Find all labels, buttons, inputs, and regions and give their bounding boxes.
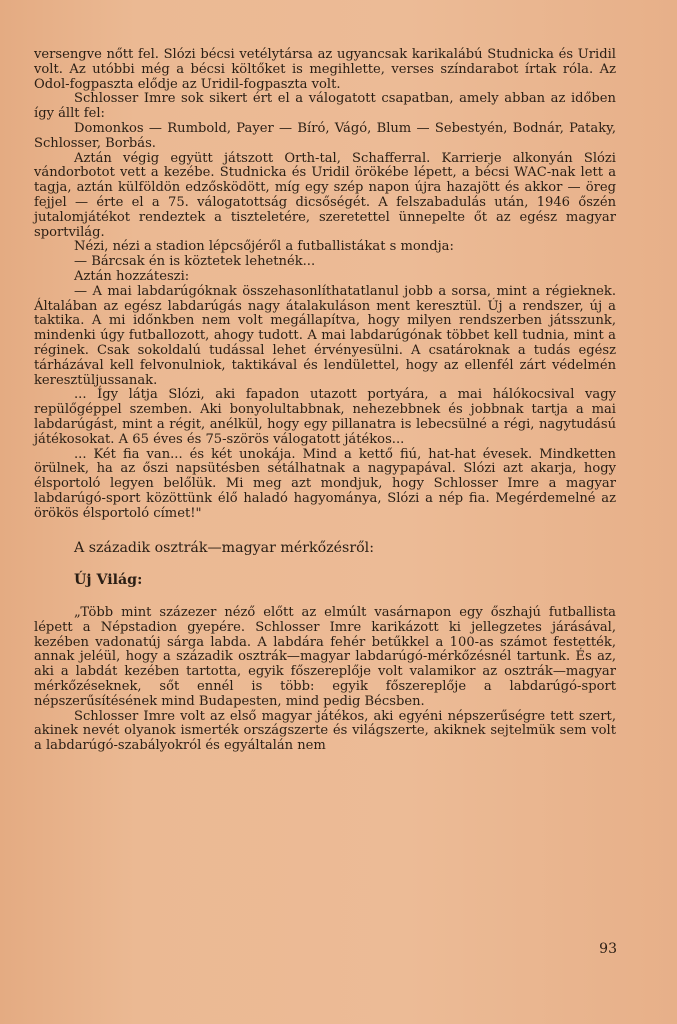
- paragraph-modern-players: — A mai labdarúgóknak összehasonlíthatatlanul jobb a sorsa, mint a régieknek. Általában az egész labdarúgás nagy átalakuláson ment keresztül. Új a rendszer, új a taktika. A mi időnkben nem volt megállapítva, hogy milyen rendszerben játsszunk, mindenki úgy futballozott, ahogy tudott. A mai labdarúgónak többet kell tudnia, mint a réginek. Csak sokoldalú tudással lehet érvényesülni. A csatároknak a tudás egész tárházával kell felvonulniok, taktikával és lendülettel, hogy az ellenfél zárt védelmén keresztüljussanak.: [34, 283, 616, 388]
- paragraph-adds: Aztán hozzáteszi:: [74, 268, 190, 284]
- paragraph-lineup-intro: Schlosser Imre sok sikert ért el a válogatott csapatban, amely abban az időben így állt fel:: [34, 91, 616, 122]
- page-number: 93: [599, 941, 617, 957]
- paragraph-first-player: Schlosser Imre volt az első magyar játékos, aki egyéni népszerűségre tett szert, akinek nevét olyanok ismerték országszerte és világszerte, akiknek sejtelmük sem volt a labdarúgó-szabályokról és egyáltalán nem: [34, 708, 616, 754]
- paragraph-family: ... Két fia van... és két unokája. Mind a kettő fiú, hat-hat évesek. Mindketten örülnek, ha az őszi napsütésben sétálhatnak a nagypapával. Slózi azt akarja, hogy élsportoló legyen belőlük. Mi meg azt mondjuk, hogy Schlosser Imre a magyar labdarúgó-sport közöttünk élő haladó hagyománya, Slózi a nép fia. Megérdemelné az örökös élsportoló címet!": [34, 446, 616, 521]
- paragraph-career: Aztán végig együtt játszott Orth-tal, Schafferral. Karrierje alkonyán Slózi vándorbotot vett a kezébe. Studnicka és Uridil örökébe lépett, a bécsi WAC-nak lett a tagja, aztán külföldön edzősködött, míg egy szép napon újra hazajött és akkor — öreg fejjel — érte el a 75. válogatottság dicsőségét. A felszabadulás után, 1946 őszén jutalomjátékot rendeztek a tiszteletére, szeretettel ünnepelte őt az egész magyar sportvilág.: [34, 150, 616, 240]
- source-heading: Új Világ:: [74, 572, 143, 589]
- paragraph-continuation: versengve nőtt fel. Slózi bécsi vetélytársa az ugyancsak karikalábú Studnicka és Uridil volt. Az utóbbi még a bécsi költőket is megihlette, verses színdarabot írtak róla. Az Odol-fogpaszta elődje az Uridil-fogpaszta volt.: [34, 47, 616, 92]
- text-column: [34, 48, 616, 754]
- paragraph-lineup: Domonkos — Rumbold, Payer — Bíró, Vágó, Blum — Sebestyén, Bodnár, Pataky, Schlosser, Borbás.: [34, 120, 616, 151]
- paragraph-slozi-view: ... Így látja Slózi, aki fapadon utazott portyára, a mai hálókocsival vagy repülőgéppel szemben. Aki bonyolultabbnak, nehezebbnek és jobbnak tartja a mai labdarúgást, mint a régit, anélkül, hogy egy pillanatra is lebecsülné a régi, nagytudású játékosokat. A 65 éves és 75-szörös válogatott játékos...: [34, 387, 616, 447]
- paragraph-quote-start: „Több mint százezer néző előtt az elmúlt vasárnapon egy őszhajú futballista lépett a Népstadion gyepére. Schlosser Imre karikázott ki jellegzetes járásával, kezében vadonatúj sárga labda. A labdára fehér betűkkel a 100-as számot festették, annak jeléül, hogy a századik osztrák—magyar labdarúgó-mérkőzésnél tartunk. És az, aki a labdát kezében tartotta, egyik főszereplője volt valamikor az osztrák—magyar mérkőzéseknek, sőt ennél is több: egyik főszereplője a labdarúgó-sport népszerűsítésének mind Budapesten, mind pedig Bécsben.: [34, 605, 616, 709]
- section-heading: A századik osztrák—magyar mérkőzésről:: [74, 539, 374, 556]
- paragraph-stadium: Nézi, nézi a stadion lépcsőjéről a futballistákat s mondja:: [74, 239, 454, 255]
- paragraph-quote-wish: — Bárcsak én is köztetek lehetnék...: [74, 254, 316, 270]
